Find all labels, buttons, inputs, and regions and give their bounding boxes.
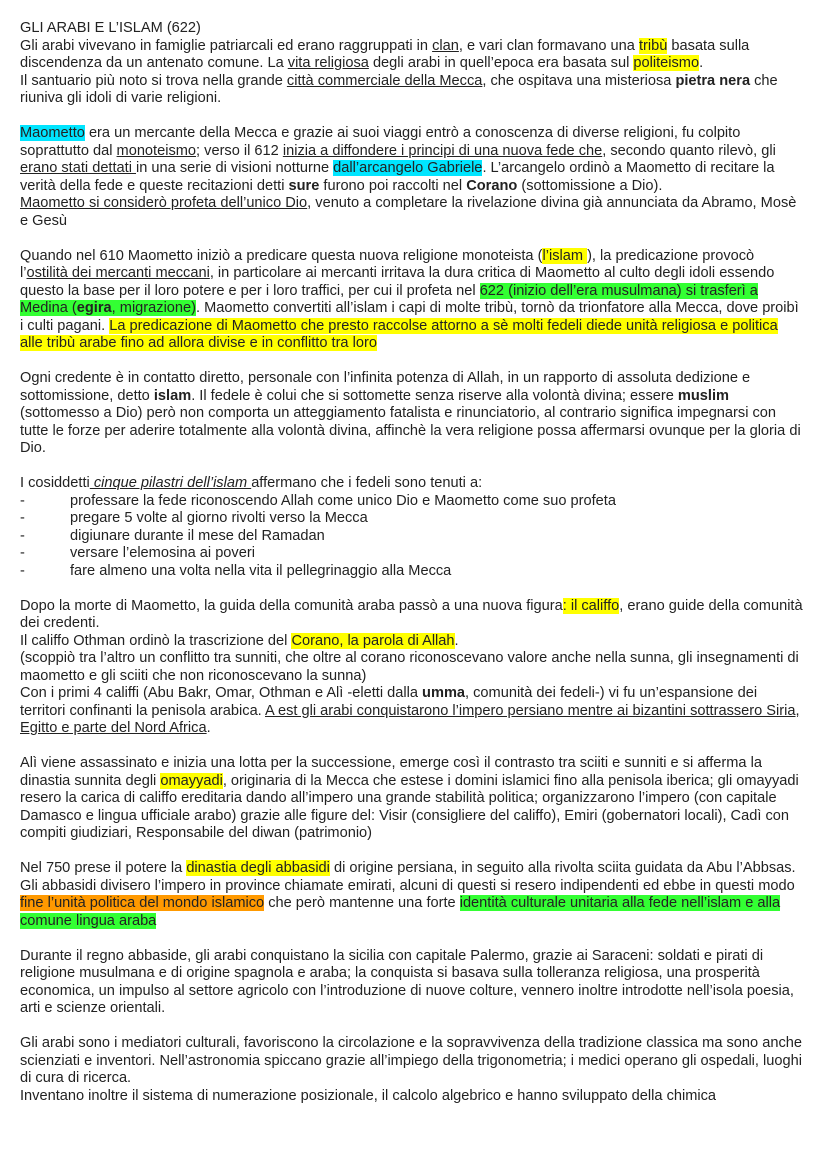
text: (sottomesso a Dio) però non comporta un atteggiamento fatalista e rinunciatorio, al contrario significa impegnarsi con tutte le forze per aderire totalmente alla volontà divina, affinchè la vera religione possa affermarsi ovunque per la gloria di Dio. xyxy=(20,405,801,456)
underlined-monoteismo: monoteismo xyxy=(116,142,197,159)
text: I cosiddetti xyxy=(20,475,90,491)
dash: - xyxy=(20,527,25,544)
text: , che ospitava una misteriosa xyxy=(482,72,676,89)
paragraph-arabs xyxy=(20,38,804,108)
highlight-omayyadi: omayyadi xyxy=(160,772,223,789)
list-item-text: digiunare durante il mese del Ramadan xyxy=(70,527,325,544)
paragraph-predicazione xyxy=(20,248,804,353)
text: , venuto a completare la rivelazione divina già annunciata da Abramo, Mosè e Gesù xyxy=(20,195,797,229)
text: , migrazione) xyxy=(111,300,197,316)
underlined-inizia: inizia a diffondere i principi di una nuova fede che xyxy=(282,142,603,159)
text: Il califfo Othman ordinò la trascrizione del xyxy=(20,632,292,649)
underlined-cinque-pilastri: cinque pilastri dell’islam xyxy=(89,475,252,491)
bold-umma: umma xyxy=(422,685,466,701)
bold-muslim: muslim xyxy=(677,387,729,404)
bold-sure: sure xyxy=(288,177,320,194)
dash: - xyxy=(20,562,25,579)
list-item-text: pregare 5 volte al giorno rivolti verso la Mecca xyxy=(70,510,368,526)
text: furono poi raccolti nel xyxy=(319,177,467,194)
bold-pietra-nera: pietra nera xyxy=(675,72,751,89)
text: . xyxy=(206,720,211,736)
underlined-ostilita: ostilità dei mercanti meccani xyxy=(26,265,210,281)
text: Gli arabi sono i mediatori culturali, favoriscono la circolazione e la sopravvivenza della tradizione classica ma sono anche scienziati e inventori. Nell’astronomia spiccano grazie all’impiego della trigonometria; i medici operano gli ospedali, luoghi di cura di ricerca. xyxy=(20,1035,802,1086)
highlight-islam: l’islam xyxy=(542,247,588,264)
text: , comunità dei fedeli-) vi fu un’espansione dei territori confinanti la penisola arabica. xyxy=(20,685,758,719)
highlight-fine-unita: fine l’unità politica del mondo islamico xyxy=(20,895,265,911)
highlight-tribu: tribù xyxy=(638,37,668,54)
bold-islam: islam xyxy=(153,387,192,404)
highlight-abbasidi: dinastia degli abbasidi xyxy=(186,860,330,876)
paragraph-sicilia: Durante il regno abbaside, gli arabi conquistano la sicilia con capitale Palermo, grazie ai Saraceni: soldati e pirati di religione musulmana e di origine spagnola e araba; la conquista si basava sulla tolleranza religiosa, una prosperità economica, un impulso al settore agricolo con l’introduzione di nuove colture, vennero inoltre introdotte nell’isola poesia, arti e scienze orientali. xyxy=(20,947,794,1016)
text: Dopo la morte di Maometto, la guida della comunità araba passò a una nuova figura xyxy=(20,597,563,614)
text: Con i primi 4 califfi (Abu Bakr, Omar, Othman e Alì -eletti dalla xyxy=(20,685,423,701)
underlined-dettati: erano stati dettati xyxy=(20,160,137,176)
dash: - xyxy=(20,545,25,561)
text: (scoppiò tra l’altro un conflitto tra sunniti, che oltre al corano riconoscevano valore anche nella sunna, gli insegnamenti di maometto e gli sciiti che non riconoscevano la sunna) xyxy=(20,650,799,684)
highlight-califfo: : il califfo xyxy=(562,597,620,614)
underlined-profeta: Maometto si considerò profeta dell’unico Dio xyxy=(20,195,308,211)
text: Nel 750 prese il potere la xyxy=(20,860,187,876)
text: Inventano inoltre il sistema di numerazione posizionale, il calcolo algebrico e hanno sviluppato della chimica xyxy=(20,1087,717,1104)
paragraph-abbasidi xyxy=(20,860,804,930)
text: , in particolare ai mercanti irritava la dura critica di Maometto al culto degli idoli essendo questo la base per il loro potere e per i loro traffici, per cui il profeta nel xyxy=(20,265,775,299)
text: , erano guide della comunità dei credenti. xyxy=(20,597,803,631)
paragraph-credente xyxy=(20,370,804,458)
dash: - xyxy=(20,492,25,509)
text: , originaria di la Mecca che estese i domini islamici fino alla penisola iberica; gli omayyadi resero la carica di califfo ereditaria dando all’impero una grande stabilità politica; organizzarono l’impero (con capitale Damasco e lingua ufficiale arabo) grazie alle figure del: Visir (consigliere del califfo), Emiri (gobernatori locali), Cadì con compiti giudiziari, Responsabile del diwan (patrimonio) xyxy=(20,772,799,841)
text: . Maometto convertiti all’islam i capi di molte tribù, tornò da trionfatore alla Mecca, dove proibì i culti pagani. xyxy=(20,300,799,334)
paragraph-califfo xyxy=(20,598,804,738)
bold-egira: egira xyxy=(76,300,112,316)
text: Ogni credente è in contatto diretto, personale con l’infinita potenza di Allah, in un rapporto di assoluta dedizione e sottomissione, detto xyxy=(20,370,751,404)
text: . L’arcangelo ordinò a Maometto di recitare la verità della fede e queste recitazioni detti xyxy=(20,160,775,194)
paragraph-omayyadi xyxy=(20,755,804,843)
underlined-citta: città commerciale della Mecca xyxy=(286,72,483,89)
paragraph-mediatori xyxy=(20,1035,804,1105)
list-item-text: versare l’elemosina ai poveri xyxy=(70,545,255,561)
document-title: GLI ARABI E L’ISLAM (622) xyxy=(20,20,201,36)
text: era un mercante della Mecca e grazie ai suoi viaggi entrò a conoscenza di diverse religioni, fu colpito soprattutto dal xyxy=(20,125,741,159)
paragraph-maometto xyxy=(20,125,804,230)
text: , e vari clan formavano una xyxy=(458,37,639,54)
highlight-politeismo: politeismo xyxy=(633,55,700,71)
underlined-clan: clan xyxy=(432,37,459,54)
list-item xyxy=(20,563,804,581)
list-item xyxy=(20,493,804,511)
list-item-text: professare la fede riconoscendo Allah come unico Dio e Maometto come suo profeta xyxy=(70,492,616,509)
list-item xyxy=(20,528,804,546)
text: . Il fedele è colui che si sottomette senza riserve alla volontà divina; essere xyxy=(191,387,678,404)
text: (sottomissione a Dio). xyxy=(517,177,663,194)
highlight-corano: Corano, la parola di Allah xyxy=(291,632,455,649)
text: Quando nel 610 Maometto iniziò a predicare questa nuova religione monoteista ( xyxy=(20,247,543,264)
text: 622 (inizio dell’era musulmana) si trasferì a Medina ( xyxy=(20,282,758,316)
highlight-predicazione: La predicazione di Maometto che presto raccolse attorno a sè molti fedeli diede unità religiosa e politica alle tribù arabe fino ad allora divise e in conflitto tra loro xyxy=(20,317,778,351)
text: basata sulla discendenza da un antenato comune. La xyxy=(20,37,750,71)
underlined-conquiste: A est gli arabi conquistarono l’impero persiano mentre ai bizantini sottrassero Siria, Egitto e parte del Nord Africa xyxy=(20,702,800,736)
text: Gli arabi vivevano in famiglie patriarcali ed erano raggruppati in xyxy=(20,37,433,54)
text: in una serie di visioni notturne xyxy=(136,160,334,176)
list-item xyxy=(20,510,804,528)
dash: - xyxy=(20,510,25,526)
text: che riuniva gli idoli di varie religioni. xyxy=(20,72,778,106)
underlined-vita-religiosa: vita religiosa xyxy=(287,55,369,71)
pillars-list xyxy=(20,493,804,581)
list-item xyxy=(20,545,804,563)
paragraph-pilastri xyxy=(20,475,804,493)
text: ; verso il 612 xyxy=(196,142,283,159)
bold-corano: Corano xyxy=(466,177,518,194)
highlight-arcangelo: dall’arcangelo Gabriele xyxy=(333,160,483,176)
text: affermano che i fedeli sono tenuti a: xyxy=(251,475,483,491)
text: , secondo quanto rilevò, gli xyxy=(602,142,776,159)
text: ), la predicazione provocò l’ xyxy=(20,247,755,281)
list-item-text: fare almeno una volta nella vita il pellegrinaggio alla Mecca xyxy=(70,562,452,579)
highlight-identita: identità culturale unitaria alla fede nell’islam e alla comune lingua araba xyxy=(20,895,781,929)
highlight-maometto: Maometto xyxy=(20,125,85,141)
text: Il santuario più noto si trova nella grande xyxy=(20,72,287,89)
text: . xyxy=(454,632,459,649)
text: di origine persiana, in seguito alla rivolta sciita guidata da Abu l’Abbsas. Gli abbasidi divisero l’impero in province chiamate emirati, alcuni di questi si resero indipendenti ed ebbe in questi modo xyxy=(20,860,796,894)
text: che però mantenne una forte xyxy=(264,895,460,911)
text: Alì viene assassinato e inizia una lotta per la successione, emerge così il contrasto tra sciiti e sunniti e si afferma la dinastia sunnita degli xyxy=(20,755,762,789)
text: . xyxy=(699,55,704,71)
text: degli arabi in quell’epoca era basata sul xyxy=(368,55,634,71)
